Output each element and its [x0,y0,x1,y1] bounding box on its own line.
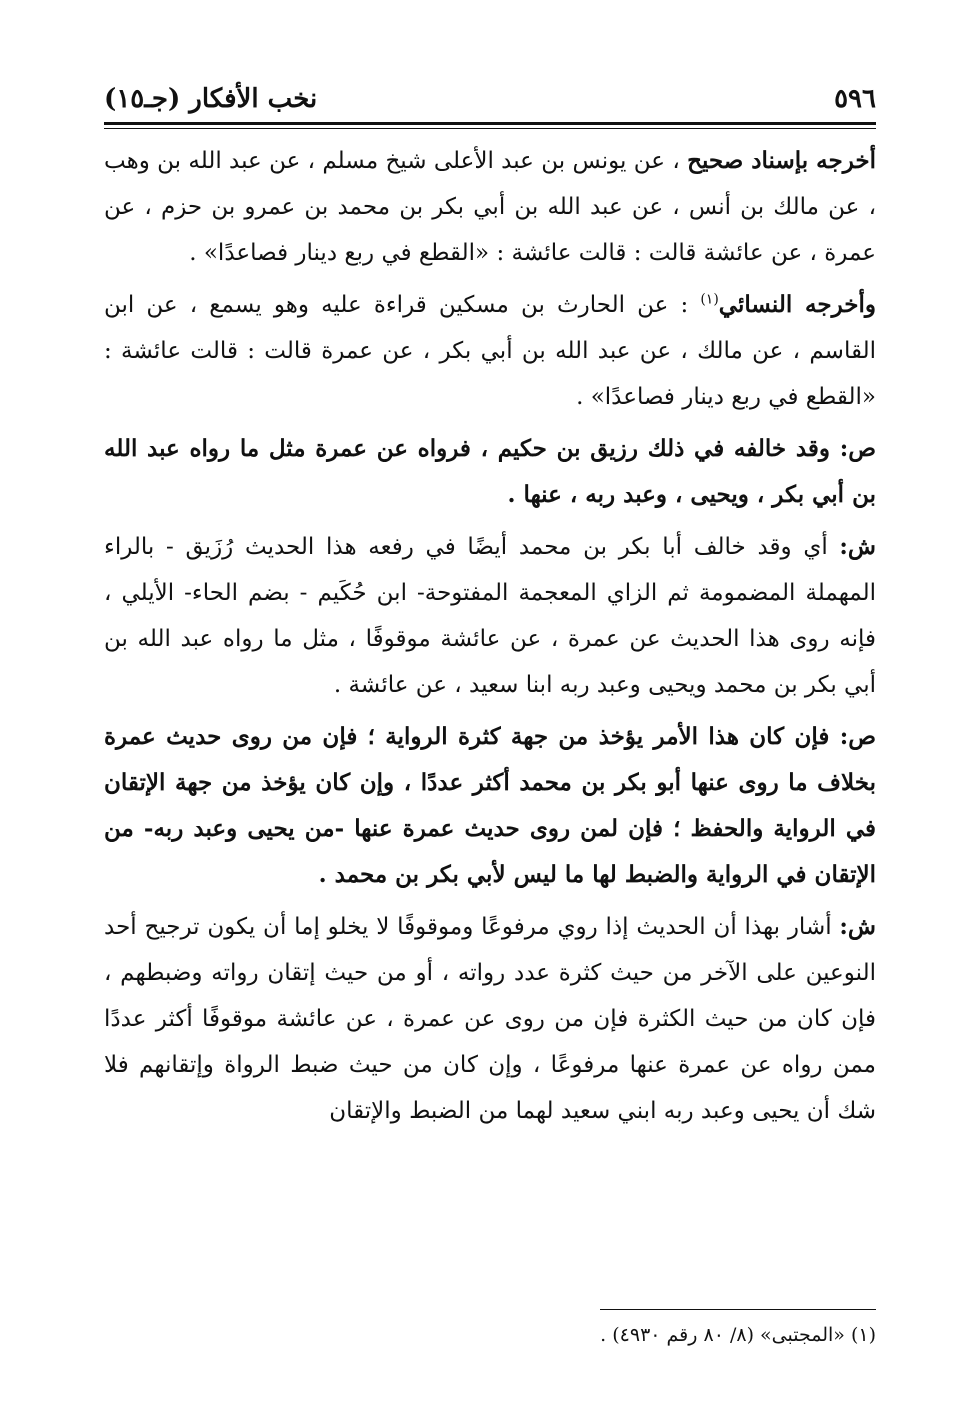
paragraph-text: ، عن يونس بن عبد الأعلى شيخ مسلم ، عن عبد الله بن وهب ، عن مالك بن أنس ، عن عبد الله بن أبي بكر بن محمد بن عمرو بن حزم ، عن عمرة ، عن عائشة قالت : قالت عائشة : «القطع في ربع دينار فصاعدًا» . [104,148,876,266]
paragraph-tag: ش: [839,913,876,940]
book-title: نخب الأفكار (جـ١٥) [104,84,318,114]
paragraph-6-sharh [104,904,876,1134]
body-text [104,138,876,1140]
paragraph-tag: ش: [839,533,876,560]
paragraph-tag: ص: [839,723,876,750]
paragraph-lead: أخرجه بإسناد صحيح [687,147,877,174]
paragraph-5-matn [104,714,876,898]
paragraph-text: : عن الحارث بن مسكين قراءة عليه وهو يسمع ، عن ابن القاسم ، عن مالك ، عن عبد الله بن أبي بكر ، عن عمرة قالت : قالت عائشة : «القطع في ربع دينار فصاعدًا» . [104,292,876,410]
header-rule-thin [104,128,876,129]
header-rule-thick [104,122,876,125]
paragraph-text: أي وقد خالف أبا بكر بن محمد أيضًا في رفعه هذا الحديث رُزَيق - بالراء المهملة المضمومة ثم الزاي المعجمة المفتوحة- ابن حُكَيم - بضم الحاء- الأيلي ، فإنه روى هذا الحديث عن عمرة ، عن عائشة موقوفًا ، مثل ما رواه عبد الله بن أبي بكر بن محمد ويحيى وعبد ربه ابنا سعيد ، عن عائشة . [104,534,876,698]
page-header [104,78,876,122]
paragraph-text: وقد خالفه في ذلك رزيق بن حكيم ، فرواه عن عمرة مثل ما رواه عبد الله بن أبي بكر ، ويحيى ، وعبد ربه ، عنها . [104,435,876,508]
paragraph-2 [104,282,876,420]
paragraph-1 [104,138,876,276]
paragraph-4-sharh [104,524,876,708]
paragraph-text: فإن كان هذا الأمر يؤخذ من جهة كثرة الرواية ؛ فإن من روى حديث عمرة بخلاف ما روى عنها أبو بكر بن محمد أكثر عددًا ، وإن كان يؤخذ من جهة الإتقان في الرواية والحفظ ؛ فإن لمن روى حديث عمرة عنها -من يحيى وعبد ربه- من الإتقان في الرواية والضبط لها ما ليس لأبي بكر بن محمد . [104,723,876,888]
footnote-separator [600,1309,876,1310]
paragraph-tag: ص: [839,435,876,462]
page-number: ٥٩٦ [834,84,876,114]
paragraph-text: أشار بهذا أن الحديث إذا روي مرفوعًا وموقوفًا لا يخلو إما أن يكون ترجيح أحد النوعين على الآخر من حيث كثرة عدد رواته ، أو من حيث إتقان رواته وضبطهم ، فإن كان من حيث الكثرة فإن من روى عن عمرة ، عن عائشة موقوفًا أكثر عددًا ممن رواه عن عمرة عنها مرفوعًا ، وإن كان من حيث ضبط الرواة وإتقانهم فلا شك أن يحيى وعبد ربه ابني سعيد لهما من الضبط والإتقان [104,914,876,1124]
footnote-reference[interactable]: (١) [700,291,719,308]
footnote: (١) «المجتبى» (٨/ ٨٠ رقم ٤٩٣٠) . [600,1324,876,1346]
paragraph-3-matn [104,426,876,518]
paragraph-lead: وأخرجه النسائي [718,291,876,318]
